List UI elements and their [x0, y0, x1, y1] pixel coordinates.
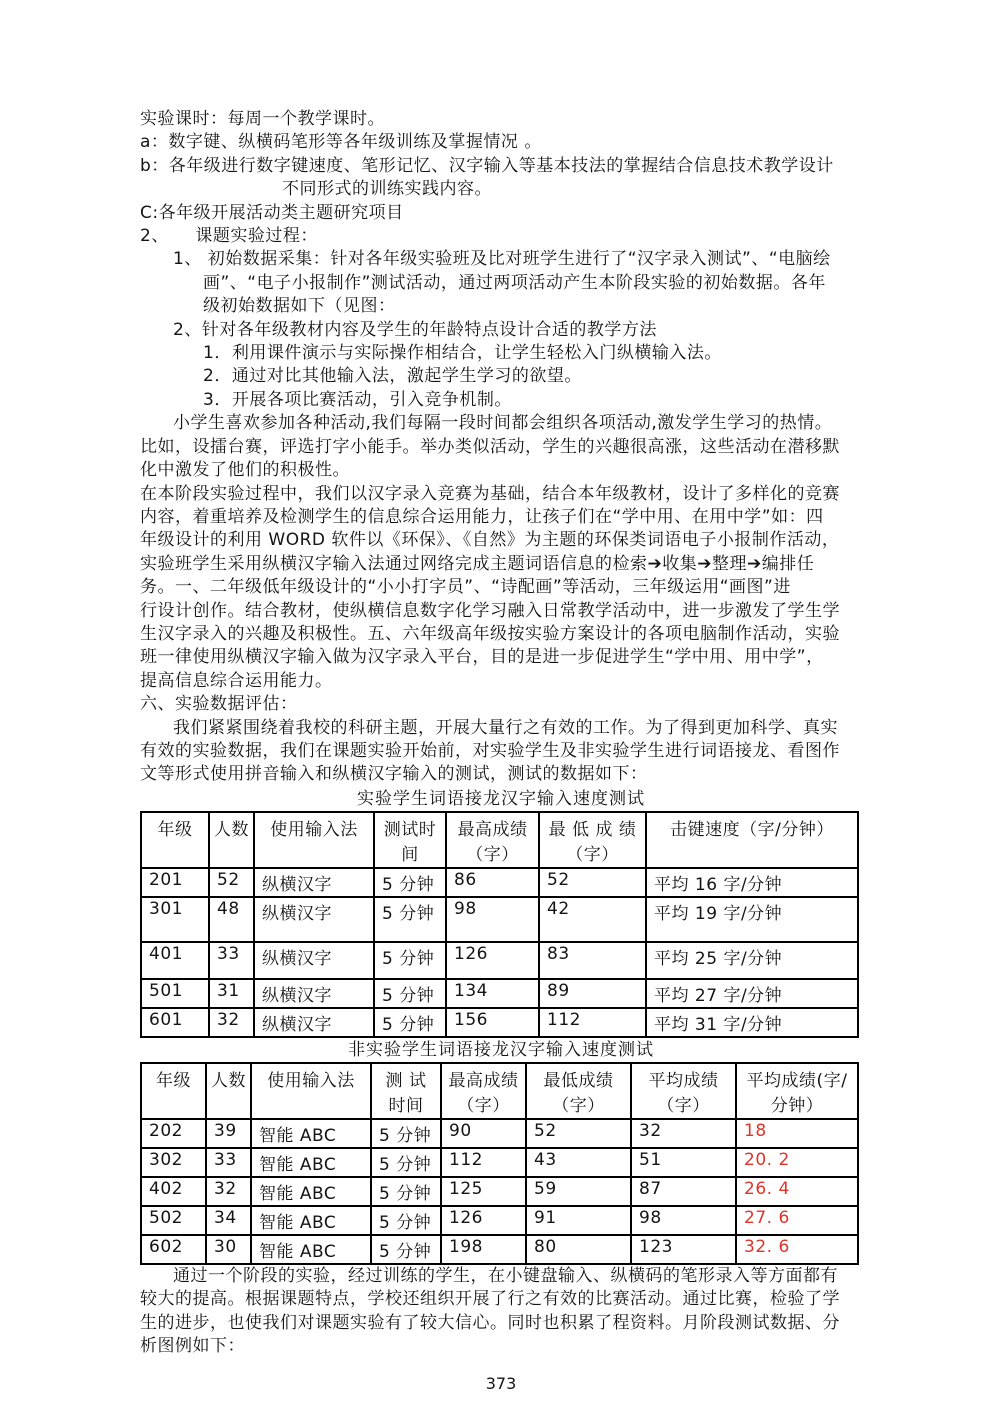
table-cell: 33 [206, 1148, 251, 1177]
text-line: 实验课时：每周一个教学课时。 [140, 109, 385, 129]
table-cell: 5 分钟 [371, 1148, 441, 1177]
text-line: 3．开展各项比赛活动，引入竞争机制。 [203, 389, 512, 410]
table-cell: 98 [631, 1206, 736, 1235]
table-cell: 602 [141, 1235, 206, 1264]
text-line: 不同形式的训练实践内容。 [282, 179, 492, 200]
text-line: a：数字键、纵横码笔形等各年级训练及掌握情况 。 [140, 132, 542, 153]
text-line: 实验班学生采用纵横汉字输入法通过网络完成主题词语信息的检索➔收集➔整理➔编排任 [140, 553, 815, 574]
text-line: 务。一、二年级低年级设计的“小小打字员”、“诗配画”等活动，三年级运用“画图”进 [140, 577, 791, 598]
table-cell-average-red: 18 [736, 1119, 858, 1148]
text-line: 提高信息综合运用能力。 [140, 670, 333, 691]
text-line: 较大的提高。根据课题特点，学校还组织开展了行之有效的比赛活动。通过比赛，检验了学 [140, 1289, 840, 1310]
table-cell: 87 [631, 1177, 736, 1206]
table-cell: 83 [539, 942, 646, 979]
table-cell: 31 [209, 979, 254, 1008]
table-header-cell: 使用输入法 [254, 812, 374, 868]
table-cell: 智能 ABC [251, 1206, 371, 1235]
table-cell: 59 [526, 1177, 631, 1206]
table-cell: 502 [141, 1206, 206, 1235]
table-header-cell: 人数 [206, 1063, 251, 1119]
table-cell: 501 [141, 979, 209, 1008]
table-header-cell: 测 试 时间 [371, 1063, 441, 1119]
table-cell: 平均 27 字/分钟 [646, 979, 858, 1008]
table1-experiment-students [140, 811, 859, 1038]
table-row [141, 942, 858, 979]
table-cell: 125 [441, 1177, 526, 1206]
table1-title: 实验学生词语接龙汉字输入速度测试 [357, 788, 645, 809]
table-header-cell: 人数 [209, 812, 254, 868]
table-cell: 智能 ABC [251, 1177, 371, 1206]
text-line: 六、实验数据评估： [140, 694, 298, 715]
text-line: 级初始数据如下（见图： [203, 296, 396, 317]
table-cell: 80 [526, 1235, 631, 1264]
table-header-cell: 年级 [141, 1063, 206, 1119]
text-line: C:各年级开展活动类主题研究项目 [140, 202, 404, 223]
table-header-cell: 最 低 成 绩（字） [539, 812, 646, 868]
table-cell: 33 [209, 942, 254, 979]
text-line: 2、针对各年级教材内容及学生的年龄特点设计合适的教学方法 [173, 319, 657, 340]
text-line: 化中激发了他们的积极性。 [140, 460, 350, 481]
table-row [141, 1119, 858, 1148]
table-header-cell: 平均成绩(字/分钟） [736, 1063, 858, 1119]
text-line: 1、 初始数据采集：针对各年级实验班及比对班学生进行了“汉字录入测试”、“电脑绘 [173, 249, 831, 270]
text-line: 班一律使用纵横汉字输入做为汉字录入平台，目的是进一步促进学生“学中用、用中学”， [140, 647, 824, 668]
text-line: 年级设计的利用 WORD 软件以《环保》、《自然》为主题的环保类词语电子小报制作活动， [140, 530, 840, 551]
table-cell: 202 [141, 1119, 206, 1148]
table-cell-average-red: 20. 2 [736, 1148, 858, 1177]
table-cell: 302 [141, 1148, 206, 1177]
table-cell: 112 [441, 1148, 526, 1177]
table-cell: 纵横汉字 [254, 942, 374, 979]
text-line: 1．利用课件演示与实际操作相结合，让学生轻松入门纵横输入法。 [203, 343, 722, 364]
table-header-cell: 最低成绩（字） [526, 1063, 631, 1119]
table-cell: 89 [539, 979, 646, 1008]
table-cell: 34 [206, 1206, 251, 1235]
table-header-cell: 平均成绩（字） [631, 1063, 736, 1119]
table-row [141, 1148, 858, 1177]
text-line: 生汉字录入的兴趣及积极性。五、六年级高年级按实验方案设计的各项电脑制作活动，实验 [140, 623, 840, 644]
table-cell-average-red: 26. 4 [736, 1177, 858, 1206]
table-row [141, 897, 858, 942]
table-cell: 43 [526, 1148, 631, 1177]
table-cell: 126 [441, 1206, 526, 1235]
table-row [141, 1008, 858, 1037]
table-cell: 52 [526, 1119, 631, 1148]
text-line: 有效的实验数据，我们在课题实验开始前，对实验学生及非实验学生进行词语接龙、看图作 [140, 740, 840, 761]
table-cell: 90 [441, 1119, 526, 1148]
table-cell-average-red: 32. 6 [736, 1235, 858, 1264]
table-cell: 5 分钟 [374, 942, 446, 979]
table-header-cell: 使用输入法 [251, 1063, 371, 1119]
table-row [141, 1063, 858, 1119]
table-row [141, 868, 858, 897]
table-cell: 5 分钟 [374, 1008, 446, 1037]
table-cell: 5 分钟 [374, 897, 446, 942]
table-cell: 30 [206, 1235, 251, 1264]
text-line: 文等形式使用拼音输入和纵横汉字输入的测试，测试的数据如下： [140, 764, 648, 785]
table-cell: 91 [526, 1206, 631, 1235]
table-cell: 平均 31 字/分钟 [646, 1008, 858, 1037]
table-cell-average-red: 27. 6 [736, 1206, 858, 1235]
table-cell: 5 分钟 [371, 1177, 441, 1206]
text-line: 小学生喜欢参加各种活动,我们每隔一段时间都会组织各项活动,激发学生学习的热情。 [173, 413, 833, 434]
table-cell: 纵横汉字 [254, 979, 374, 1008]
table-cell: 纵横汉字 [254, 1008, 374, 1037]
table-cell: 42 [539, 897, 646, 942]
table-cell: 平均 16 字/分钟 [646, 868, 858, 897]
table-cell: 5 分钟 [371, 1119, 441, 1148]
table2-non-experiment-students [140, 1062, 859, 1265]
table-row [141, 1177, 858, 1206]
table-cell: 平均 25 字/分钟 [646, 942, 858, 979]
text-line: 行设计创作。结合教材，使纵横信息数字化学习融入日常教学活动中，进一步激发了学生学 [140, 600, 840, 621]
table-header-cell: 击键速度（字/分钟） [646, 812, 858, 868]
text-line: 析图例如下： [140, 1336, 245, 1356]
table-cell: 5 分钟 [374, 868, 446, 897]
table-cell: 平均 19 字/分钟 [646, 897, 858, 942]
table-header-cell: 年级 [141, 812, 209, 868]
table-cell: 32 [209, 1008, 254, 1037]
page-number: 373 [485, 1374, 517, 1394]
table-cell: 402 [141, 1177, 206, 1206]
text-line: 生的进步，也使我们对课题实验有了较大信心。同时也积累了程资料。月阶段测试数据、分 [140, 1312, 840, 1333]
table-row [141, 979, 858, 1008]
table-cell: 5 分钟 [371, 1206, 441, 1235]
table-cell: 5 分钟 [374, 979, 446, 1008]
table-cell: 198 [441, 1235, 526, 1264]
text-line: 2．通过对比其他输入法，激起学生学习的欲望。 [203, 366, 582, 387]
table-row [141, 1235, 858, 1264]
table-cell: 纵横汉字 [254, 868, 374, 897]
table-cell: 123 [631, 1235, 736, 1264]
table-cell: 纵横汉字 [254, 897, 374, 942]
table-cell: 智能 ABC [251, 1235, 371, 1264]
table-cell: 32 [631, 1119, 736, 1148]
text-line: 内容，着重培养及检测学生的信息综合运用能力，让孩子们在“学中用、在用中学”如：四 [140, 506, 824, 527]
text-line: 比如，设擂台赛，评选打字小能手。举办类似活动，学生的兴趣很高涨，这些活动在潜移默 [140, 436, 840, 457]
table-cell: 86 [446, 868, 539, 897]
table-cell: 39 [206, 1119, 251, 1148]
table-cell: 48 [209, 897, 254, 942]
table-cell: 98 [446, 897, 539, 942]
table-cell: 112 [539, 1008, 646, 1037]
table-header-cell: 最高成绩（字） [441, 1063, 526, 1119]
table-cell: 126 [446, 942, 539, 979]
text-line: 2、 课题实验过程： [140, 226, 318, 247]
table-row [141, 812, 858, 868]
table-cell: 601 [141, 1008, 209, 1037]
text-line: 画”、“电子小报制作”测试活动，通过两项活动产生本阶段实验的初始数据。各年 [203, 272, 826, 293]
text-line: 通过一个阶段的实验，经过训练的学生，在小键盘输入、纵横码的笔形录入等方面都有 [173, 1265, 838, 1286]
table-cell: 201 [141, 868, 209, 897]
table-cell: 5 分钟 [371, 1235, 441, 1264]
table2-title: 非实验学生词语接龙汉字输入速度测试 [348, 1039, 654, 1060]
text-line: 在本阶段实验过程中，我们以汉字录入竞赛为基础，结合本年级教材，设计了多样化的竞赛 [140, 483, 840, 504]
table-cell: 134 [446, 979, 539, 1008]
table-row [141, 1206, 858, 1235]
table-cell: 51 [631, 1148, 736, 1177]
table-cell: 301 [141, 897, 209, 942]
text-line: 我们紧紧围绕着我校的科研主题，开展大量行之有效的工作。为了得到更加科学、真实 [173, 717, 838, 738]
table-cell: 401 [141, 942, 209, 979]
table-cell: 52 [209, 868, 254, 897]
table-cell: 52 [539, 868, 646, 897]
table-header-cell: 最高成绩（字） [446, 812, 539, 868]
table-cell: 32 [206, 1177, 251, 1206]
table-header-cell: 测试时间 [374, 812, 446, 868]
table-cell: 智能 ABC [251, 1119, 371, 1148]
table-cell: 智能 ABC [251, 1148, 371, 1177]
text-line: b：各年级进行数字键速度、笔形记忆、汉字输入等基本技法的掌握结合信息技术教学设计 [140, 155, 834, 176]
table-cell: 156 [446, 1008, 539, 1037]
